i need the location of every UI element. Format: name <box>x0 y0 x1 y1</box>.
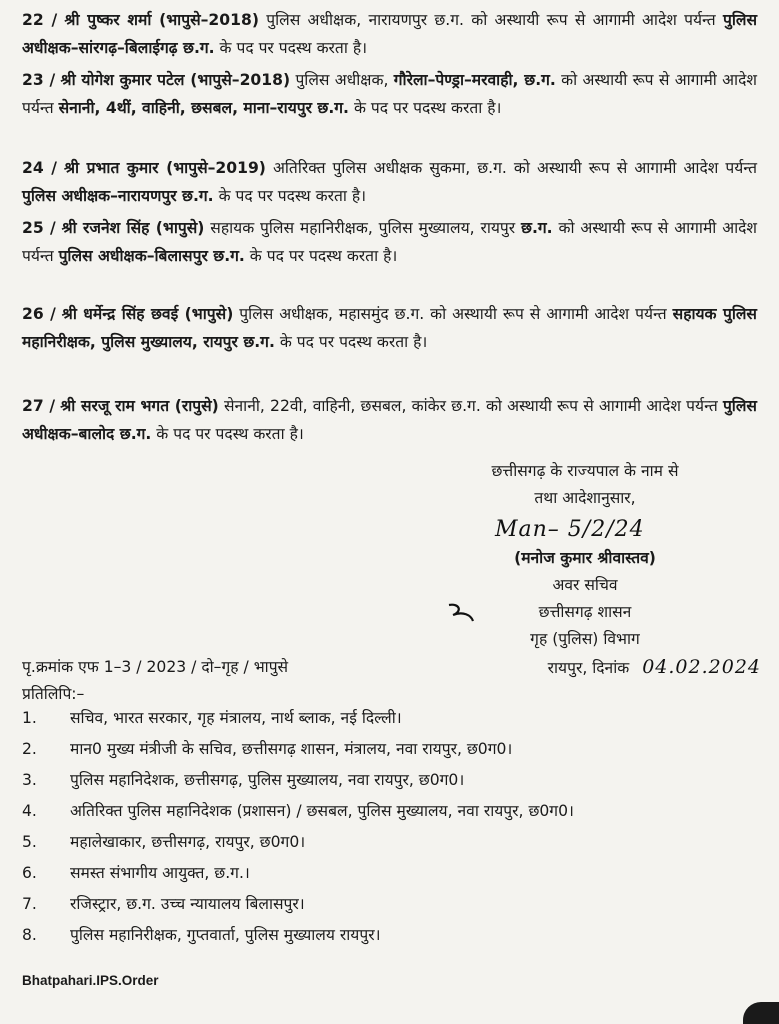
entry-number: 24 / <box>22 159 57 177</box>
entry-text-end: के पद पर पदस्थ करता है। <box>219 39 368 57</box>
initials-mark-icon <box>445 601 475 625</box>
entry-number: 27 / <box>22 397 56 415</box>
reference-row <box>22 654 761 681</box>
order-entry-25 <box>22 214 757 270</box>
entry-text-end: के पद पर पदस्थ करता है। <box>353 99 502 117</box>
item-number: 8. <box>22 926 37 944</box>
list-item <box>22 799 722 823</box>
posting-title: पुलिस अधीक्षक–बिलासपुर छ.ग. <box>58 247 245 265</box>
order-entry-22 <box>22 6 757 62</box>
list-item <box>22 706 722 730</box>
signature-block <box>435 458 735 653</box>
government-name: छत्तीसगढ़ शासन <box>538 603 632 621</box>
place-label: रायपुर, दिनांक <box>547 659 630 677</box>
entry-text-end: के पद पर पदस्थ करता है। <box>279 333 428 351</box>
item-number: 2. <box>22 740 37 758</box>
order-entry-27 <box>22 392 757 448</box>
posting-title: सेनानी, 4थीं, वाहिनी, छसबल, माना–रायपुर छ.ग. <box>58 99 349 117</box>
entry-text: सेनानी, 22वी, वाहिनी, छसबल, कांकेर छ.ग. को अस्थायी रूप से आगामी आदेश पर्यन्त <box>223 397 718 415</box>
item-text: पुलिस महानिरीक्षक, गुप्तवार्ता, पुलिस मुख्यालय रायपुर। <box>70 926 381 944</box>
posting-title: पुलिस अधीक्षक–बालोद छ.ग. <box>22 397 757 443</box>
entry-number: 23 / <box>22 71 56 89</box>
entry-text-end: के पद पर पदस्थ करता है। <box>156 425 304 443</box>
list-item <box>22 861 722 885</box>
officer-name: श्री पुष्कर शर्मा (भापुसे–2018) <box>64 11 259 29</box>
item-text: पुलिस महानिदेशक, छत्तीसगढ़, पुलिस मुख्यालय, नवा रायपुर, छ0ग0। <box>70 771 465 789</box>
copy-list <box>22 706 722 954</box>
order-entry-23 <box>22 66 757 122</box>
entry-number: 26 / <box>22 305 56 323</box>
list-item <box>22 892 722 916</box>
item-number: 7. <box>22 895 37 913</box>
list-item <box>22 768 722 792</box>
government-line <box>435 599 735 626</box>
authority-line: छत्तीसगढ़ के राज्यपाल के नाम से <box>491 462 679 480</box>
signatory-designation: अवर सचिव <box>552 576 618 594</box>
item-text: समस्त संभागीय आयुक्त, छ.ग.। <box>70 864 250 882</box>
officer-name: श्री रजनेश सिंह (भापुसे) <box>61 219 205 237</box>
item-number: 1. <box>22 709 37 727</box>
order-line: तथा आदेशानुसार, <box>534 489 636 507</box>
entry-text-mid: को अस्थायी रूप से आगामी आदेश पर्यन्त <box>22 71 757 117</box>
officer-name: श्री सरजू राम भगत (रापुसे) <box>60 397 219 415</box>
item-number: 3. <box>22 771 37 789</box>
entry-text: पुलिस अधीक्षक, <box>295 71 389 89</box>
watermark-tag: Bhatpahari.IPS.Order <box>22 973 159 988</box>
current-posting: गौरेला–पेण्ड्रा–मरवाही, छ.ग. <box>393 71 556 89</box>
item-text: रजिस्ट्रार, छ.ग. उच्च न्यायालय बिलासपुर। <box>70 895 305 913</box>
order-entry-24 <box>22 154 757 210</box>
posting-title: पुलिस अधीक्षक–सांरगढ़–बिलाईगढ़ छ.ग. <box>22 11 757 57</box>
entry-number: 22 / <box>22 11 58 29</box>
handwritten-date: 04.02.2024 <box>642 656 761 678</box>
date-line <box>548 654 761 681</box>
order-entry-26 <box>22 300 757 356</box>
corner-mark <box>743 1002 779 1024</box>
posting-title: पुलिस अधीक्षक–नारायणपुर छ.ग. <box>22 187 214 205</box>
officer-name: श्री प्रभात कुमार (भापुसे–2019) <box>63 159 266 177</box>
item-number: 5. <box>22 833 37 851</box>
officer-name: श्री योगेश कुमार पटेल (भापुसे–2018) <box>60 71 291 89</box>
entry-text: पुलिस अधीक्षक, महासमुंद छ.ग. को अस्थायी रूप से आगामी आदेश पर्यन्त <box>239 305 667 323</box>
item-text: महालेखाकार, छत्तीसगढ़, रायपुर, छ0ग0। <box>70 833 306 851</box>
item-number: 6. <box>22 864 37 882</box>
handwritten-signature: Man– 5/2/24 <box>495 517 645 542</box>
entry-text-mid: को अस्थायी रूप से आगामी आदेश पर्यन्त <box>22 219 758 265</box>
department-name: गृह (पुलिस) विभाग <box>530 630 640 648</box>
entry-text: सहायक पुलिस महानिरीक्षक, पुलिस मुख्यालय, रायपुर <box>210 219 516 237</box>
list-item <box>22 923 722 947</box>
current-posting: छ.ग. <box>521 219 553 237</box>
list-item <box>22 830 722 854</box>
entry-text-end: के पद पर पदस्थ करता है। <box>249 247 398 265</box>
item-number: 4. <box>22 802 37 820</box>
signatory-name: (मनोज कुमार श्रीवास्तव) <box>514 549 656 567</box>
entry-number: 25 / <box>22 219 56 237</box>
item-text: अतिरिक्त पुलिस महानिदेशक (प्रशासन) / छसबल, पुलिस मुख्यालय, नवा रायपुर, छ0ग0। <box>70 802 574 820</box>
copy-heading: प्रतिलिपि:– <box>22 685 85 703</box>
entry-text: अतिरिक्त पुलिस अधीक्षक सुकमा, छ.ग. को अस्थायी रूप से आगामी आदेश पर्यन्त <box>272 159 757 177</box>
entry-text-end: के पद पर पदस्थ करता है। <box>218 187 367 205</box>
item-text: मान0 मुख्य मंत्रीजी के सचिव, छत्तीसगढ़ शासन, मंत्रालय, नवा रायपुर, छ0ग0। <box>70 740 513 758</box>
officer-name: श्री धर्मेन्द्र सिंह छवई (भापुसे) <box>61 305 234 323</box>
entry-text: पुलिस अधीक्षक, नारायणपुर छ.ग. को अस्थायी रूप से आगामी आदेश पर्यन्त <box>266 11 716 29</box>
item-text: सचिव, भारत सरकार, गृह मंत्रालय, नार्थ ब्लाक, नई दिल्ली। <box>70 709 402 727</box>
list-item <box>22 737 722 761</box>
posting-title: सहायक पुलिस महानिरीक्षक, पुलिस मुख्यालय, रायपुर छ.ग. <box>22 305 757 351</box>
reference-number: पृ.क्रमांक एफ 1–3 / 2023 / दो–गृह / भापुसे <box>22 658 289 676</box>
